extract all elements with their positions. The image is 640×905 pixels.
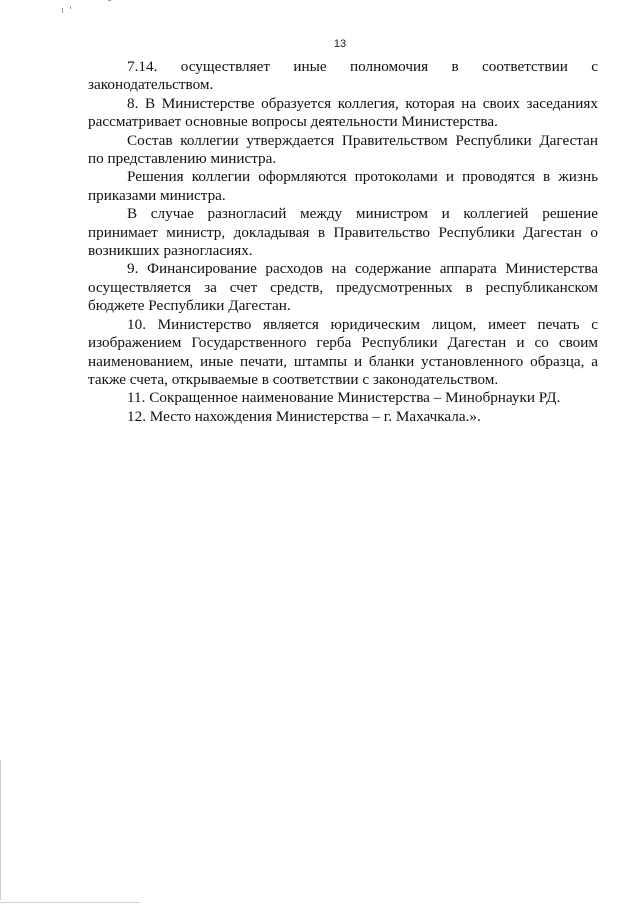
scan-artifact [62,8,63,13]
paragraph-12: 12. Место нахождения Министерства – г. Махачкала.». [127,407,481,425]
scan-artifact [0,760,1,900]
page-number: 13 [333,38,347,50]
document-body [88,58,598,426]
paragraph-8: 8. В Министерстве образуется коллегия, которая на своих заседаниях рассматривает основные вопросы деятельности Министерства. [88,94,598,131]
paragraph-9: 9. Финансирование расходов на содержание аппарата Министерства осуществляется за счет средств, предусмотренных в республиканском бюджете Республики Дагестан. [88,260,598,315]
paragraph-disagreements: В случае разногласий между министром и коллегией решение принимает министр, докладывая в Правительство Республики Дагестан о возникших разногласиях. [88,205,598,260]
scan-artifact [0,902,140,903]
scan-artifact [108,0,111,1]
paragraph-collegium-decisions: Решения коллегии оформляются протоколами и проводятся в жизнь приказами министра. [88,168,598,204]
paragraph-11: 11. Сокращенное наименование Министерства – Минобрнауки РД. [127,389,561,407]
paragraph-collegium-composition: Состав коллегии утверждается Правительством Республики Дагестан по представлению министра. [88,131,598,168]
paragraph-10: 10. Министерство является юридическим лицом, имеет печать с изображением Государственного герба Республики Дагестан и со своим наименованием, иные печати, штампы и бланки установленного образца, а также счета, открываемые в соответствии с законодательством. [88,315,598,388]
paragraph-7-14: 7.14. осуществляет иные полномочия в соответствии с законодательством. [88,58,598,94]
scan-artifact [70,6,71,9]
